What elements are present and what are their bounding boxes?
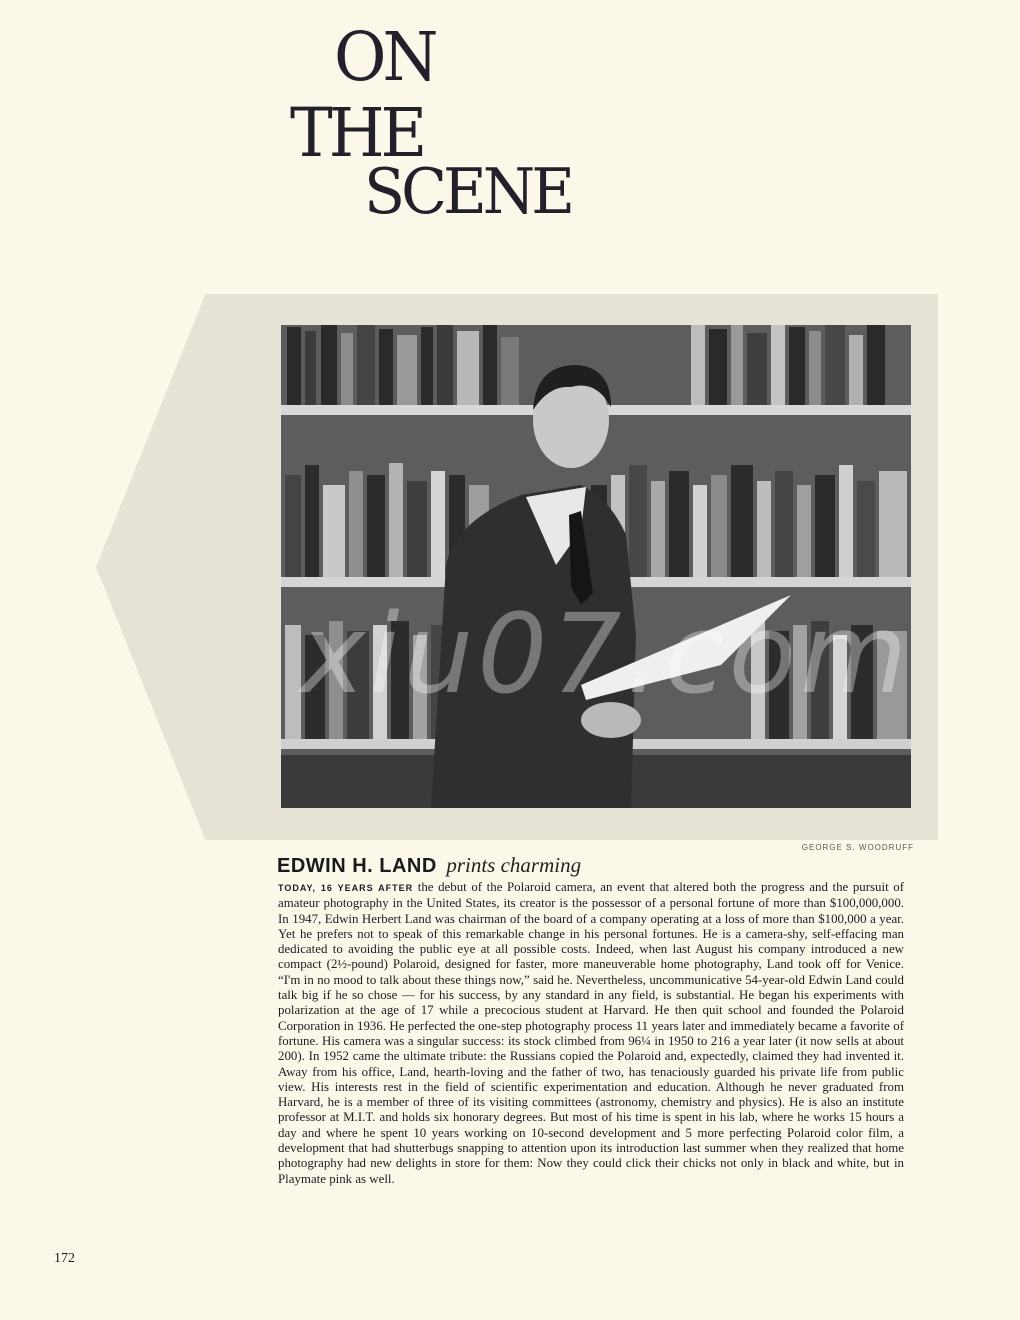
masthead-scene: SCENE [364, 155, 572, 229]
article-body [278, 880, 904, 1187]
headline-tagline: prints charming [446, 853, 582, 877]
article-headline [277, 852, 917, 878]
portrait-illustration [281, 325, 911, 808]
masthead-on: ON [334, 19, 435, 97]
page-number: 172 [54, 1251, 75, 1266]
masthead-logo [290, 19, 610, 232]
photo-credit: GEORGE S. WOODRUFF [801, 843, 914, 852]
article-lead-in: TODAY, 16 YEARS AFTER [278, 883, 414, 893]
watermark: xiu07.com [300, 590, 912, 718]
headline-name: EDWIN H. LAND [277, 855, 437, 877]
masthead-the: THE [290, 95, 424, 173]
portrait-photo [281, 325, 911, 808]
article-text: the debut of the Polaroid camera, an event that altered both the progress and the pursuit of amateur photography in the United States, its creator is the possessor of a personal fortune of more than $100,000,000. In 1947, Edwin Herbert Land was chairman of the board of a company operating at a loss of more than $100,000 a year. Yet he prefers not to speak of this remarkable change in his personal fortunes. He is a camera-shy, self-effacing man dedicated to avoiding the public eye at all possible costs. Indeed, when last August his company introduced a new compact (2½-pound) Polaroid, designed for faster, more maneuverable home photography, Land took off for Venice. “I'm in no mood to talk about these things now,” said he. Nevertheless, uncommunicative 54-year-old Edwin Land could talk big if he so chose — for his success, by any standard in any field, is substantial. He began his experiments with polarization at the age of 17 while a precocious student at Harvard. He then quit school and founded the Polaroid Corporation in 1936. He perfected the one-step photography process 11 years later and immediately became a favorite of fortune. His camera was a singular success: its stock climbed from 96¼ in 1950 to 216 a year later (it now sells at about 200). In 1952 came the ultimate tribute: the Russians copied the Polaroid and, expectedly, claimed they had invented it. Away from his office, Land, hearth-loving and the father of two, has tenaciously guarded his private life from public view. His interests rest in the field of scientific experimentation and education. Although he never graduated from Harvard, he is a member of three of its visiting committees (astronomy, chemistry and physics). He is also an institute professor at M.I.T. and holds six honorary degrees. But most of his time is spent in his lab, where he works 15 hours a day and where he spent 10 years working on 10-second development and 5 more perfecting Polaroid color film, a development that had shutterbugs snapping to attention upon its introduction last summer when they realized that home photography had new delights in store for them: Now they could click their chicks not only in black and white, but in Playmate pink as well. [278, 880, 904, 1186]
